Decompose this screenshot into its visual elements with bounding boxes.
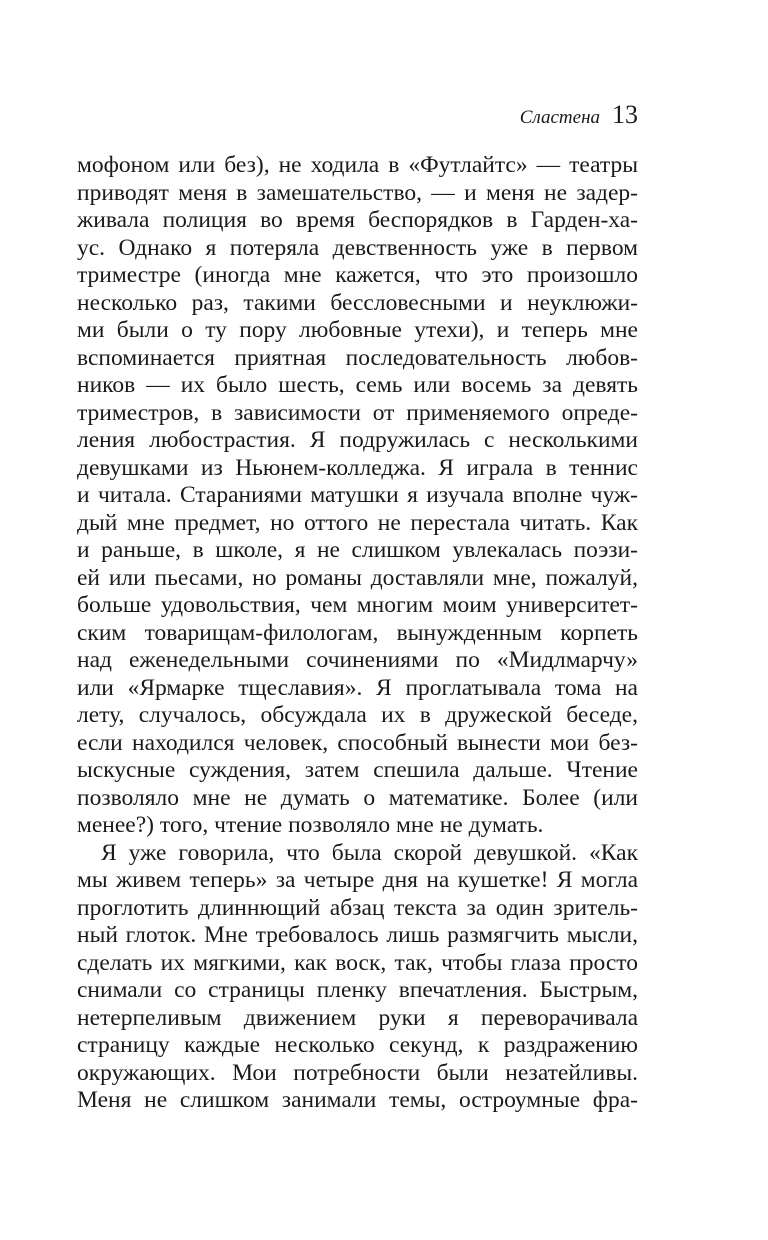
text-line: ный глоток. Мне требовалось лишь размягчить мысли, xyxy=(77,922,638,948)
text-line: снимали со страницы пленку впечатления. Быстрым, xyxy=(77,977,638,1003)
text-line: и читала. Стараниями матушки я изучала вполне чуж- xyxy=(77,482,638,508)
text-line: больше удовольствия, чем многим моим университет- xyxy=(77,592,638,618)
text-line: ским товарищам-филологам, вынужденным корпеть xyxy=(77,619,638,646)
text-line: триместре (иногда мне кажется, что это произошло xyxy=(77,262,638,288)
text-line: дый мне предмет, но оттого не перестала читать. Как xyxy=(77,509,638,536)
text-line: мы живем теперь» за четыре дня на кушетке! Я могла xyxy=(77,867,638,893)
text-line: окружающих. Мои потребности были незатейливы. xyxy=(77,1059,638,1086)
paragraph-start-line: Я уже говорила, что была скорой девушкой. «Как xyxy=(101,839,638,866)
text-line: ников — их было шесть, семь или восемь за девять xyxy=(77,372,638,398)
text-line: ыскусные суждения, затем спешила дальше. Чтение xyxy=(77,757,638,783)
paragraph-end-line: менее?) того, чтение позволяло мне не думать. xyxy=(77,812,544,838)
text-line: Меня не слишком занимали темы, остроумные фра- xyxy=(77,1087,638,1113)
text-line: проглотить длиннющий абзац текста за один зритель- xyxy=(77,894,638,921)
text-line: ления любострастия. Я подружилась с несколькими xyxy=(77,427,638,453)
text-line: страницу каждые несколько секунд, к раздражению xyxy=(77,1032,638,1058)
text-line: сделать их мягкими, как воск, так, чтобы глаза просто xyxy=(77,949,638,976)
text-line: или «Ярмарке тщеславия». Я проглатывала тома на xyxy=(77,674,638,701)
text-line: девушками из Ньюнем-колледжа. Я играла в теннис xyxy=(77,454,638,481)
text-line: мофоном или без), не ходила в «Футлайтс» — театры xyxy=(77,152,638,178)
text-line: ей или пьесами, но романы доставляли мне, пожалуй, xyxy=(77,564,638,591)
text-line: живала полиция во время беспорядков в Гарден-ха- xyxy=(77,207,638,233)
text-line: над еженедельными сочинениями по «Мидлмарчу» xyxy=(77,647,638,673)
text-line: лету, случалось, обсуждала их в дружеской беседе, xyxy=(77,702,638,728)
text-line: и раньше, в школе, я не слишком увлекалась поэзи- xyxy=(77,537,638,563)
text-line: ус. Однако я потеряла девственность уже в первом xyxy=(77,234,638,261)
running-title: Сластена xyxy=(519,107,600,128)
text-line: приводят меня в замешательство, — и меня не задер- xyxy=(77,179,638,206)
text-line: нетерпеливым движением руки я переворачивала xyxy=(77,1004,638,1031)
running-head xyxy=(520,100,638,130)
text-line: вспоминается приятная последовательность любов- xyxy=(77,344,638,371)
text-line: несколько раз, такими бессловесными и неуклюжи- xyxy=(77,289,638,316)
body-text xyxy=(77,152,638,1115)
text-line: триместров, в зависимости от применяемого опреде- xyxy=(77,399,638,426)
text-line: позволяло мне не думать о математике. Более (или xyxy=(77,784,638,811)
text-line: если находился человек, способный вынести мои без- xyxy=(77,729,638,756)
text-line: ми были о ту пору любовные утехи), и теперь мне xyxy=(77,317,638,343)
page-number: 13 xyxy=(612,100,638,129)
